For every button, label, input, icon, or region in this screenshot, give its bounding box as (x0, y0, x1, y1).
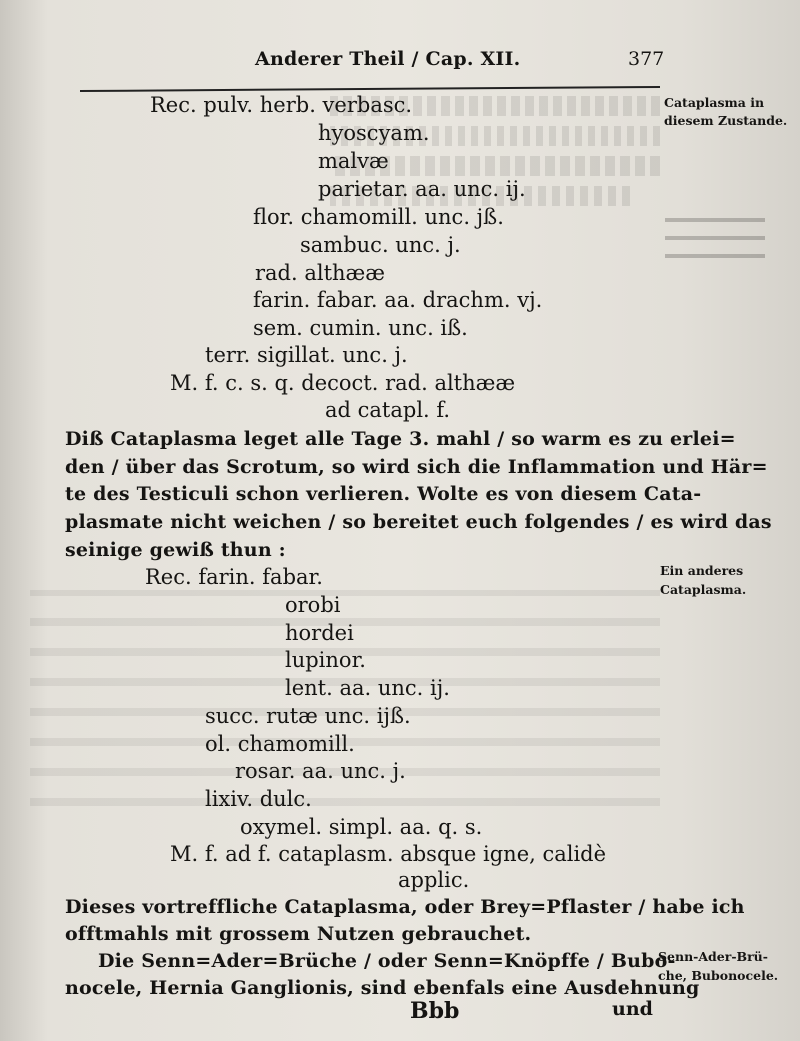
page-number: 377 (628, 48, 665, 70)
marginal-note-line: Cataplasma. (660, 582, 747, 597)
marginal-note-line: Senn-Ader-Brü- (658, 949, 768, 964)
text-line: plasmate nicht weichen / so bereitet euch folgendes / es wird das (65, 511, 772, 533)
recipe-line: sambuc. unc. j. (300, 233, 461, 257)
text-line: te des Testiculi schon verlieren. Wolte es von diesem Cata- (65, 483, 702, 505)
text-line: nocele, Hernia Ganglionis, sind ebenfals eine Ausdehnung (65, 977, 700, 999)
recipe-line: M. f. ad f. cataplasm. absque igne, calidè (170, 842, 607, 866)
text-line: den / über das Scrotum, so wird sich die Inflammation und Här= (65, 456, 768, 478)
text-line: Diß Cataplasma leget alle Tage 3. mahl / so warm es zu erlei= (65, 428, 736, 450)
recipe-line: succ. rutæ unc. ijß. (205, 704, 411, 728)
recipe-line: Rec. pulv. herb. verbasc. (150, 93, 413, 117)
recipe-line: sem. cumin. unc. iß. (253, 316, 468, 340)
running-head: Anderer Theil / Cap. XII. (255, 48, 521, 70)
text-line: Die Senn=Ader=Brüche / oder Senn=Knöpffe / Bubo- (98, 950, 676, 972)
recipe-line: M. f. c. s. q. decoct. rad. althææ (170, 371, 516, 395)
recipe-line: rad. althææ (255, 261, 386, 285)
recipe-line: hordei (285, 621, 354, 645)
text-line: offtmahls mit grossem Nutzen gebrauchet. (65, 923, 532, 945)
recipe-line: lent. aa. unc. ij. (285, 676, 450, 700)
marginal-note-line: che, Bubonocele. (658, 968, 779, 983)
recipe-line: rosar. aa. unc. j. (235, 759, 406, 783)
recipe-line: Rec. farin. fabar. (145, 565, 323, 589)
margin-bleed-texture (665, 218, 765, 268)
recipe-line: lixiv. dulc. (205, 787, 312, 811)
marginal-note-line: Ein anderes (660, 563, 744, 578)
text-line: Dieses vortreffliche Cataplasma, oder Brey=Pflaster / habe ich (65, 896, 745, 918)
recipe-line: oxymel. simpl. aa. q. s. (240, 815, 483, 839)
recipe-line: lupinor. (285, 648, 366, 672)
marginal-note-line: Cataplasma in (664, 95, 765, 110)
recipe-line: applic. (398, 868, 470, 892)
recipe-line: orobi (285, 593, 341, 617)
recipe-line: flor. chamomill. unc. jß. (253, 205, 504, 229)
recipe-line: parietar. aa. unc. ij. (318, 177, 526, 201)
recipe-line: ad catapl. f. (325, 398, 451, 422)
recipe-line: malvæ (318, 149, 389, 173)
text-line: seinige gewiß thun : (65, 539, 286, 561)
marginal-note-line: diesem Zustande. (664, 113, 788, 128)
recipe-line: hyoscyam. (318, 121, 430, 145)
catchword: und (612, 998, 653, 1020)
recipe-line: ol. chamomill. (205, 732, 355, 756)
signature-mark: Bbb (410, 998, 460, 1024)
recipe-line: terr. sigillat. unc. j. (205, 343, 408, 367)
recipe-line: farin. fabar. aa. drachm. vj. (253, 288, 543, 312)
